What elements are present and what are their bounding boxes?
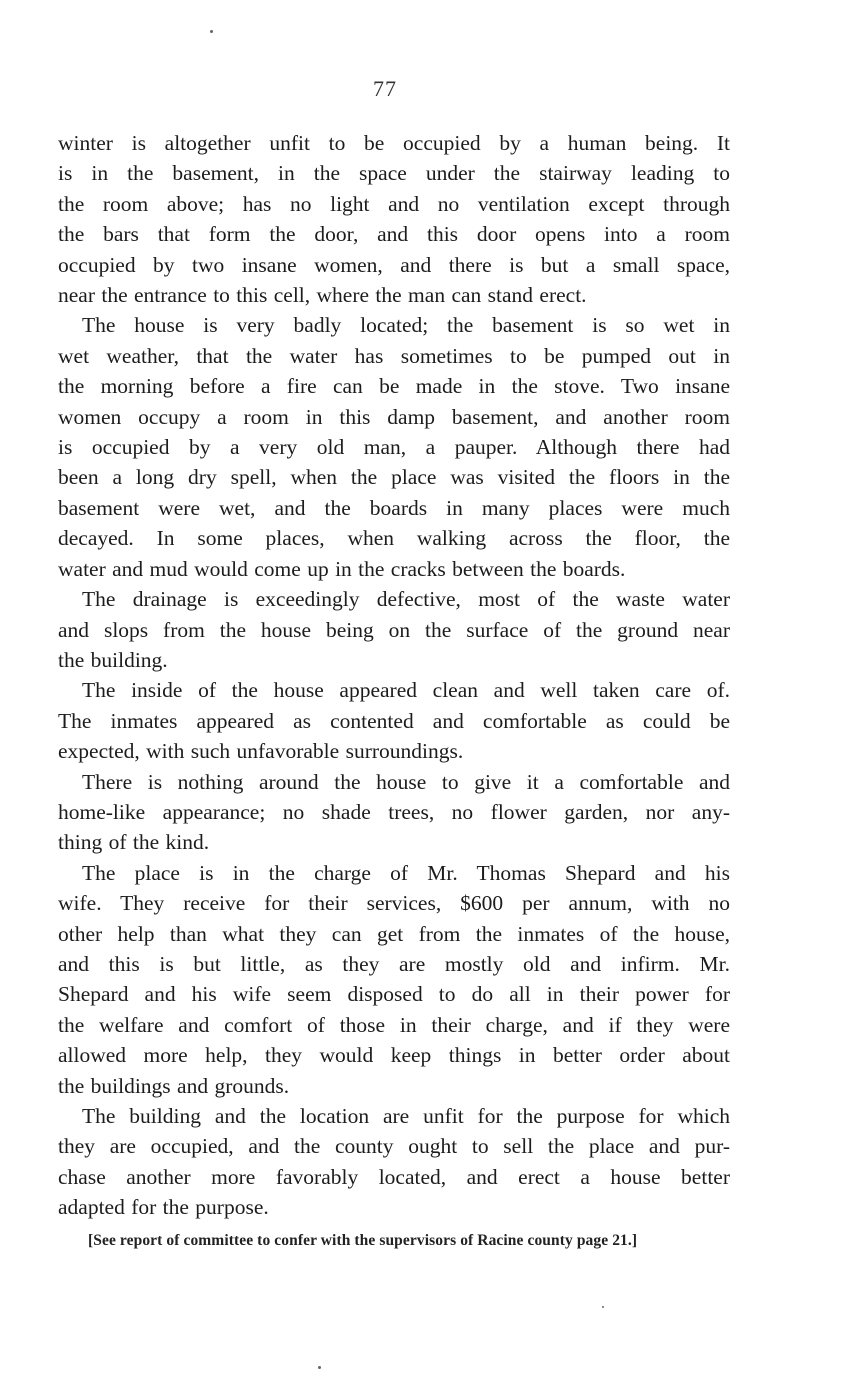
text-line: chase another more favorably located, and erect a house better bbox=[58, 1164, 730, 1189]
page-number: 77 bbox=[373, 76, 397, 101]
paragraph bbox=[58, 128, 730, 310]
text-line: The house is very badly located; the basement is so wet in bbox=[82, 313, 730, 338]
footnote: [See report of committee to confer with the supervisors of Racine county page 21.] bbox=[88, 1232, 638, 1249]
text-line: The place is in the charge of Mr. Thomas Shepard and his bbox=[82, 860, 730, 885]
text-line: wife. They receive for their services, $600 per annum, with no bbox=[58, 891, 730, 916]
paragraph bbox=[58, 1101, 730, 1223]
text-line: the welfare and comfort of those in their charge, and if they were bbox=[58, 1012, 730, 1037]
text-line: home-like appearance; no shade trees, no flower garden, nor any- bbox=[58, 799, 730, 824]
text-line: The drainage is exceedingly defective, most of the waste water bbox=[82, 587, 730, 612]
paragraph bbox=[58, 310, 730, 584]
text-line: and this is but little, as they are mostly old and infirm. Mr. bbox=[58, 951, 730, 976]
text-line: is in the basement, in the space under the stairway leading to bbox=[58, 161, 730, 186]
paragraph bbox=[58, 675, 730, 766]
body-text bbox=[58, 128, 730, 1223]
paragraph bbox=[58, 767, 730, 858]
text-line: is occupied by a very old man, a pauper. Although there had bbox=[58, 435, 730, 460]
text-line: other help than what they can get from the inmates of the house, bbox=[58, 921, 730, 946]
text-line: the morning before a fire can be made in the stove. Two insane bbox=[58, 374, 730, 399]
text-line: they are occupied, and the county ought to sell the place and pur- bbox=[58, 1134, 730, 1159]
text-line: wet weather, that the water has sometimes to be pumped out in bbox=[58, 343, 730, 368]
text-line: basement were wet, and the boards in many places were much bbox=[58, 495, 730, 520]
text-line: Shepard and his wife seem disposed to do all in their power for bbox=[58, 982, 730, 1007]
print-speck bbox=[210, 30, 213, 33]
paragraph bbox=[58, 858, 730, 1101]
text-line: decayed. In some places, when walking across the floor, the bbox=[58, 526, 730, 551]
text-line: winter is altogether unfit to be occupied by a human being. It bbox=[58, 131, 730, 155]
text-line: been a long dry spell, when the place was visited the floors in the bbox=[58, 465, 730, 490]
text-line: and slops from the house being on the surface of the ground near bbox=[58, 617, 730, 642]
paragraph bbox=[58, 584, 730, 675]
text-line: near the entrance to this cell, where the man can stand erect. bbox=[58, 283, 587, 308]
text-line: women occupy a room in this damp basement, and another room bbox=[58, 404, 730, 429]
text-line: allowed more help, they would keep things in better order about bbox=[58, 1043, 730, 1068]
text-line: the bars that form the door, and this door opens into a room bbox=[58, 222, 730, 247]
text-line: the building. bbox=[58, 647, 168, 672]
text-line: expected, with such unfavorable surroundings. bbox=[58, 739, 464, 764]
print-speck bbox=[602, 1306, 604, 1308]
text-line: the room above; has no light and no ventilation except through bbox=[58, 191, 730, 216]
text-line: The inside of the house appeared clean and well taken care of. bbox=[82, 678, 730, 703]
text-line: water and mud would come up in the cracks between the boards. bbox=[58, 556, 626, 581]
text-line: the buildings and grounds. bbox=[58, 1073, 290, 1098]
text-line: The building and the location are unfit for the purpose for which bbox=[82, 1104, 730, 1128]
text-line: There is nothing around the house to give it a comfortable and bbox=[82, 769, 730, 794]
print-speck bbox=[318, 1366, 321, 1369]
text-line: thing of the kind. bbox=[58, 830, 210, 855]
text-line: occupied by two insane women, and there is but a small space, bbox=[58, 252, 730, 277]
text-line: adapted for the purpose. bbox=[58, 1195, 269, 1220]
text-line: The inmates appeared as contented and comfortable as could be bbox=[58, 708, 730, 733]
